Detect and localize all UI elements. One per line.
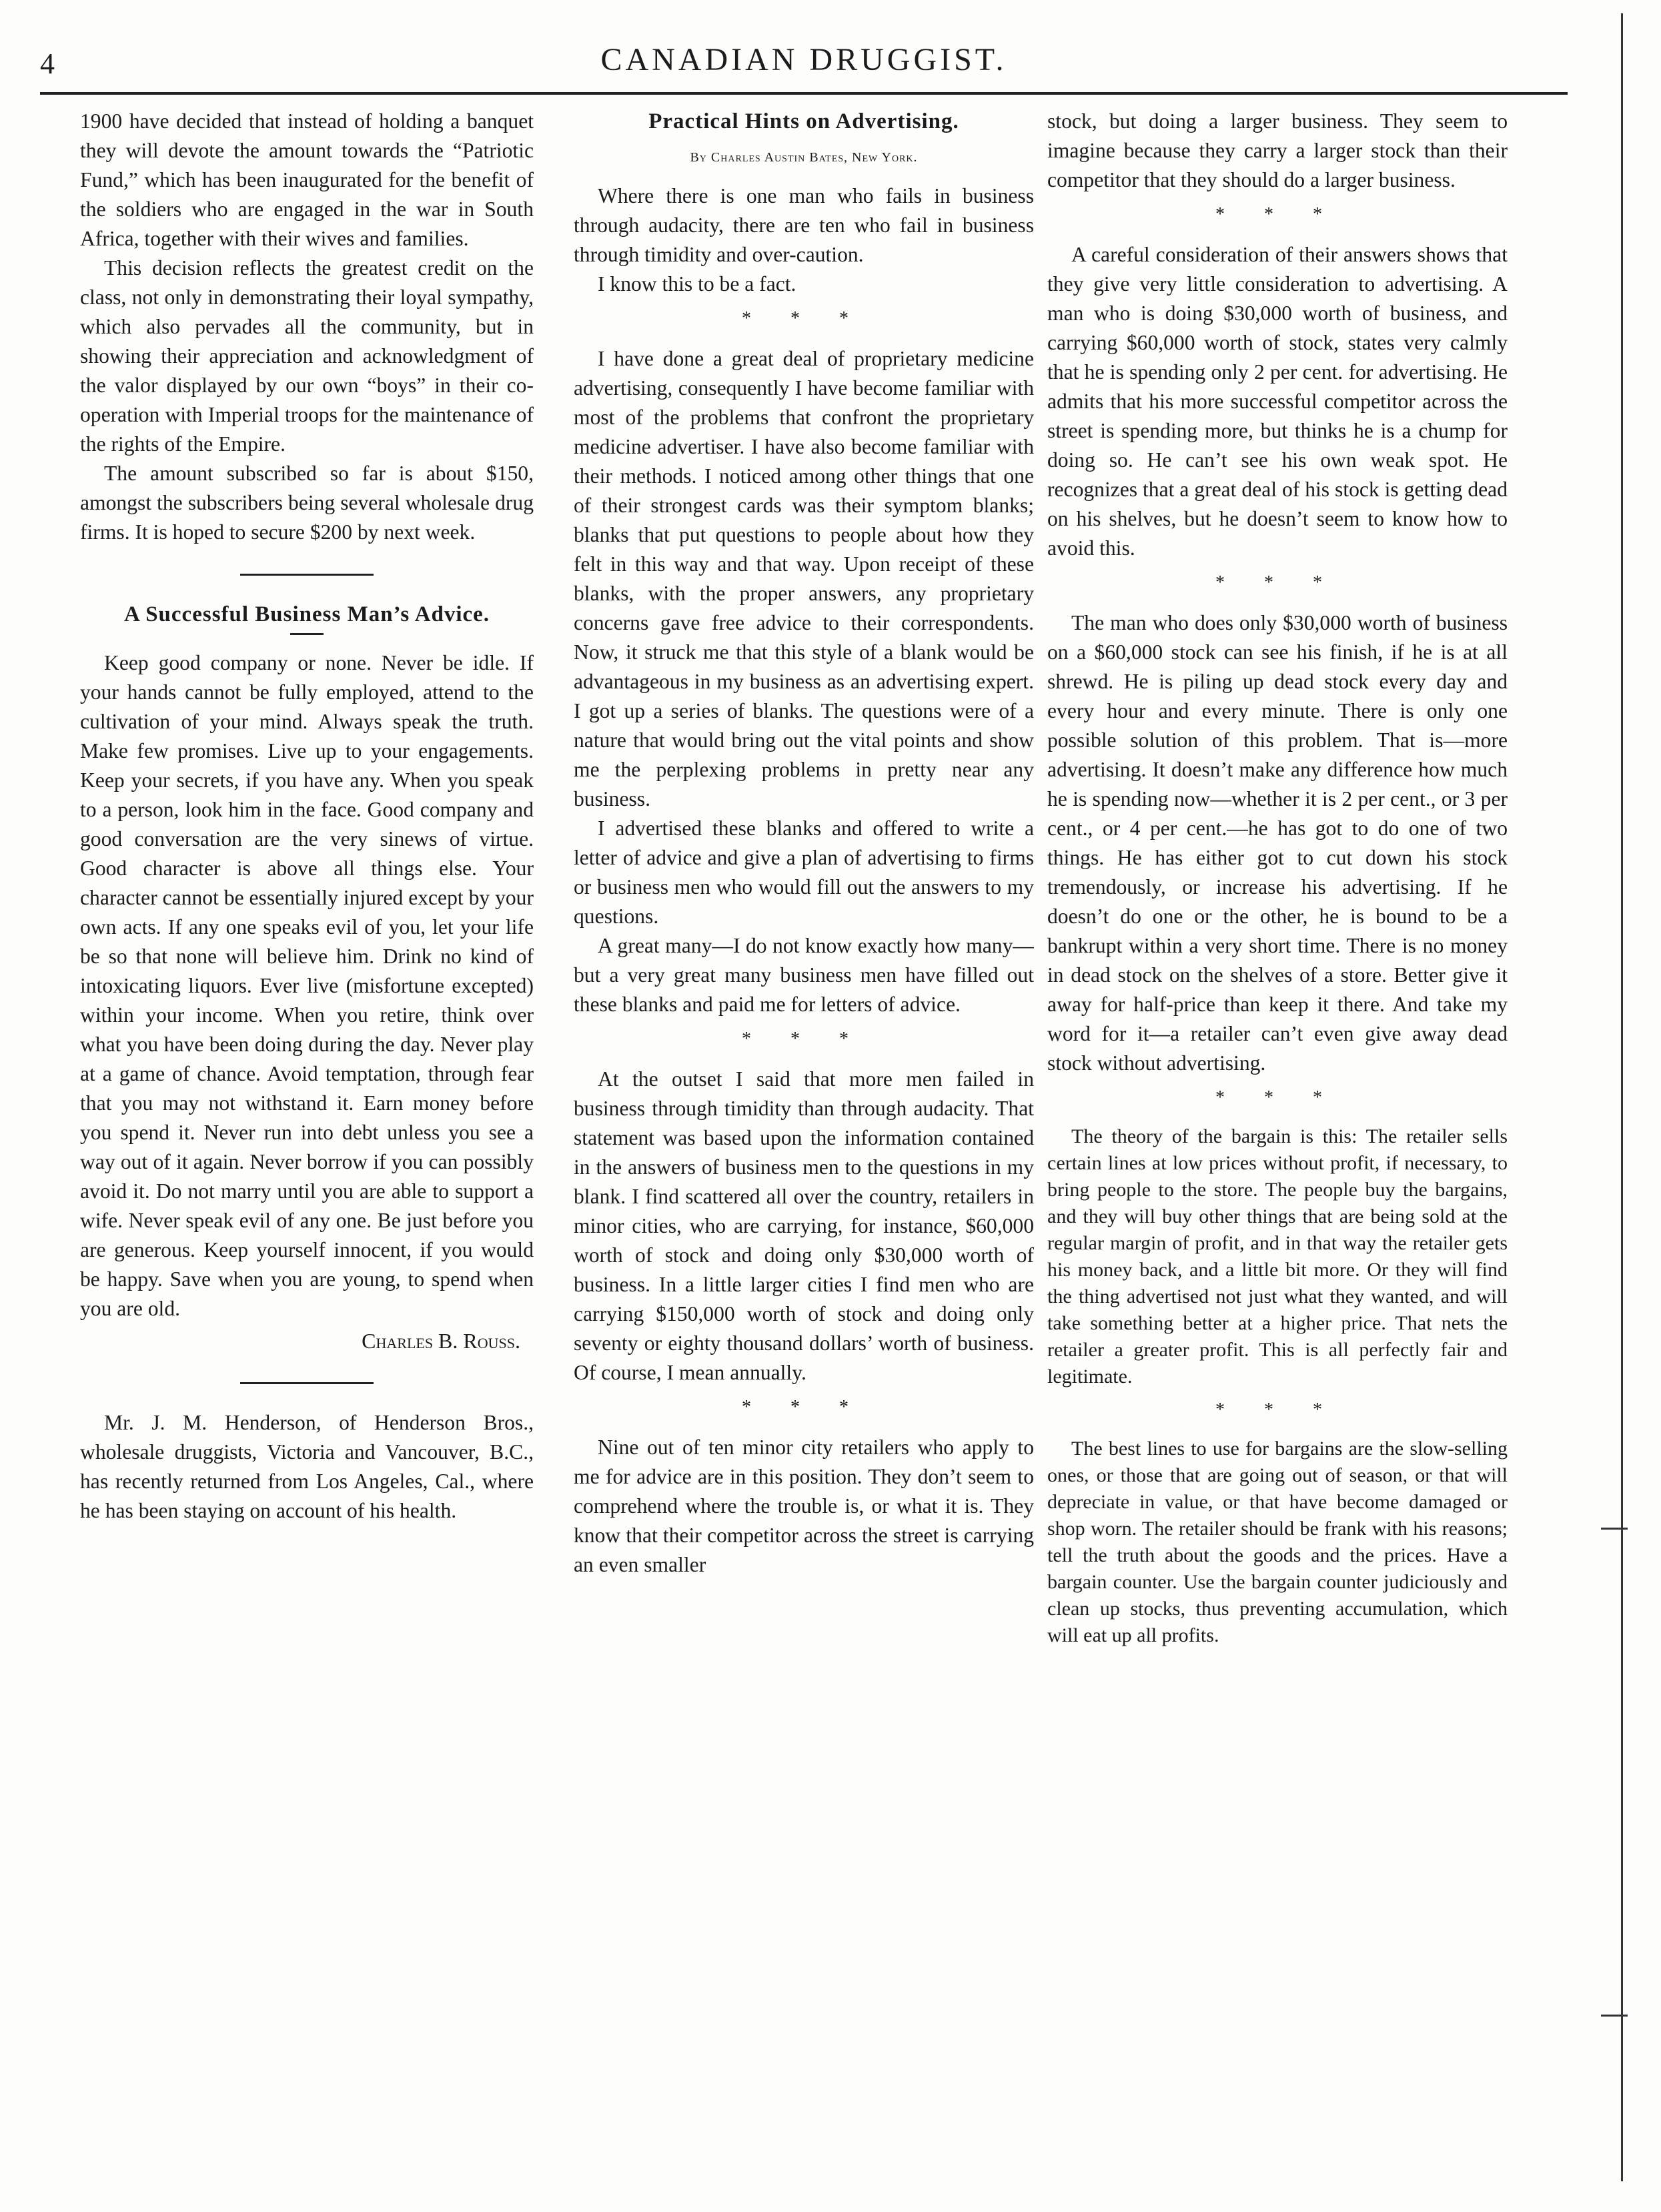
advertising-paragraph: A careful consideration of their answers shows that they give very little consideration to advertising. A man who is doing $30,000 worth of business, and carrying $60,000 worth of stock, states very calmly that he is spending only 2 per cent. for advertising. He admits that his more successful competitor across the street is spending more, but thinks he is a chump for doing so. He can’t see his own weak spot. He recognizes that a great deal of his stock is getting dead on his shelves, but he doesn’t seem to know how to avoid this. xyxy=(1047,243,1508,560)
page-number: 4 xyxy=(40,47,55,80)
article-title-advice: A Successful Business Man’s Advice. xyxy=(123,602,490,626)
section-stars: * * * xyxy=(1215,204,1339,225)
advice-paragraph: Keep good company or none. Never be idle. If your hands cannot be fully employed, attend to the cultivation of your mind. Always speak the truth. Make few promises. Live up to your engagements. Keep your secrets, if you have any. When you speak to a person, look him in the face. Good company and good conversation are the very sinews of virtue. Good character is above all things else. Your character cannot be essentially injured except by your own acts. If any one speaks evil of you, let your life be so that none will believe him. Drink no kind of intoxicating liquors. Ever live (misfortune excepted) within your income. When you retire, think over what you have been doing during the day. Never play at a game of chance. Avoid temptation, through fear that you may not withstand it. Earn money before you spend it. Never run into debt unless you see a way out of it again. Never borrow if you can possibly avoid it. Do not marry until you are able to support a wife. Never speak evil of any one. Be just before you are generous. Keep yourself innocent, if you would be happy. Save when you are young, to spend when you are old. xyxy=(80,651,534,1320)
advertising-paragraph: stock, but doing a larger business. They seem to imagine because they carry a larger stock than their competitor that they should do a larger business. xyxy=(1047,109,1508,191)
page-header xyxy=(40,41,1568,95)
article-title-advertising: Practical Hints on Advertising. xyxy=(648,109,959,133)
advertising-paragraph: The man who does only $30,000 worth of business on a $60,000 stock can see his finish, if he is at all shrewd. He is piling up dead stock every day and every hour and every minute. There is only one possible solution of this problem. That is—more advertising. It doesn’t make any difference how much he is spending now—whether it is 2 per cent., or 3 per cent., or 4 per cent.—he has got to do one of two things. He has either got to cut down his stock tremendously, or increase his advertising. If he doesn’t do one or the other, he is bound to be a bankrupt within a very short time. There is no money in dead stock on the shelves of a store. Better give it away for half-price than keep it there. And take my word for it—a retailer can’t even give away dead stock without advertising. xyxy=(1047,611,1508,1075)
section-stars: * * * xyxy=(742,308,866,329)
binding-edge-mark xyxy=(1601,1528,1628,1530)
advertising-paragraph: At the outset I said that more men failed in business through timidity than through audacity. That statement was based upon the information contained in the answers of business men to the questions in my blank. I find scattered all over the country, retailers in minor cities, who are carrying, for instance, $60,000 worth of stock and doing only $30,000 worth of business. In a little larger cities I find men who are carrying $150,000 worth of stock and doing only seventy or eighty thousand dollars’ worth of business. Of course, I mean annually. xyxy=(574,1067,1034,1384)
patriotic-fund-paragraph: The amount subscribed so far is about $150, amongst the subscribers being several wholesale drug firms. It is hoped to secure $200 by next week. xyxy=(80,462,534,544)
advertising-paragraph: I advertised these blanks and offered to write a letter of advice and give a plan of advertising to firms or business men who would fill out the answers to my questions. xyxy=(574,816,1034,928)
advertising-paragraph: Nine out of ten minor city retailers who apply to me for advice are in this position. They don’t seem to comprehend where the trouble is, or what it is. They know that their competitor across the street is carrying an even smaller xyxy=(574,1436,1034,1576)
patriotic-fund-paragraph: 1900 have decided that instead of holding a banquet they will devote the amount towards the “Patriotic Fund,” which has been inaugurated for the benefit of the soldiers who are engaged in the war in South Africa, together with their wives and families. xyxy=(80,109,534,250)
patriotic-fund-paragraph: This decision reflects the greatest credit on the class, not only in demonstrating their loyal sympathy, which also pervades all the community, but in showing their appreciation and acknowledgment of the valor displayed by our own “boys” in their co-operation with Imperial troops for the maintenance of the rights of the Empire. xyxy=(80,256,534,456)
article-byline: By Charles Austin Bates, New York. xyxy=(690,150,918,165)
section-divider xyxy=(240,574,374,576)
section-stars: * * * xyxy=(1215,1400,1339,1420)
advertising-paragraph: The best lines to use for bargains are the slow-selling ones, or those that are going out of season, or that will depreciate in value, or that have become damaged or shop worn. The retailer should be frank with his reasons; tell the truth about the goods and the prices. Have a bargain counter. Use the bargain counter judiciously and clean up stocks, thus preventing accumulation, which will eat up all profits. xyxy=(1047,1438,1508,1646)
column-right xyxy=(1047,107,1508,2172)
header-rule xyxy=(40,92,1568,95)
section-stars: * * * xyxy=(1215,572,1339,593)
title-dash xyxy=(290,633,324,635)
column-middle xyxy=(574,107,1034,2172)
running-title: CANADIAN DRUGGIST. xyxy=(600,42,1007,77)
binding-edge-line xyxy=(1621,13,1623,2181)
section-stars: * * * xyxy=(742,1029,866,1049)
article-signature: Charles B. Rouss. xyxy=(362,1329,520,1353)
advertising-paragraph: Where there is one man who fails in business through audacity, there are ten who fail in business through timidity and over-caution. xyxy=(574,184,1034,266)
personal-note-paragraph: Mr. J. M. Henderson, of Henderson Bros., wholesale druggists, Victoria and Vancouver, B.C., has recently returned from Los Angeles, Cal., where he has been staying on account of his health. xyxy=(80,1411,534,1522)
advertising-paragraph: A great many—I do not know exactly how many—but a very great many business men have filled out these blanks and paid me for letters of advice. xyxy=(574,934,1034,1016)
advertising-paragraph: I have done a great deal of proprietary medicine advertising, consequently I have become familiar with most of the problems that confront the proprietary medicine advertiser. I have also become familiar with their methods. I noticed among other things that one of their strongest cards was their symptom blanks; blanks that put questions to people about how they felt in this way and that way. Upon receipt of these blanks, with the proper answers, any proprietary concerns gave free advice to their correspondents. Now, it struck me that this style of a blank would be advantageous in my business as an advertising expert. I got up a series of blanks. The questions were of a nature that would bring out the vital points and show me the perplexing problems in pretty near any business. xyxy=(574,347,1034,810)
section-stars: * * * xyxy=(742,1397,866,1418)
section-stars: * * * xyxy=(1215,1087,1339,1108)
binding-edge-mark xyxy=(1601,2015,1628,2017)
advertising-paragraph: The theory of the bargain is this: The retailer sells certain lines at low prices without profit, if necessary, to bring people to the store. The people buy the bargains, and they will buy other things that are being sold at the regular margin of profit, and in that way the retailer gets his money back, and a little bit more. Or they will find the thing advertised not just what they wanted, and will take something better at a higher price. That nets the retailer a greater profit. This is all perfectly fair and legitimate. xyxy=(1047,1125,1508,1388)
column-left xyxy=(80,107,534,2172)
advertising-paragraph: I know this to be a fact. xyxy=(598,272,796,296)
section-divider xyxy=(240,1382,374,1384)
